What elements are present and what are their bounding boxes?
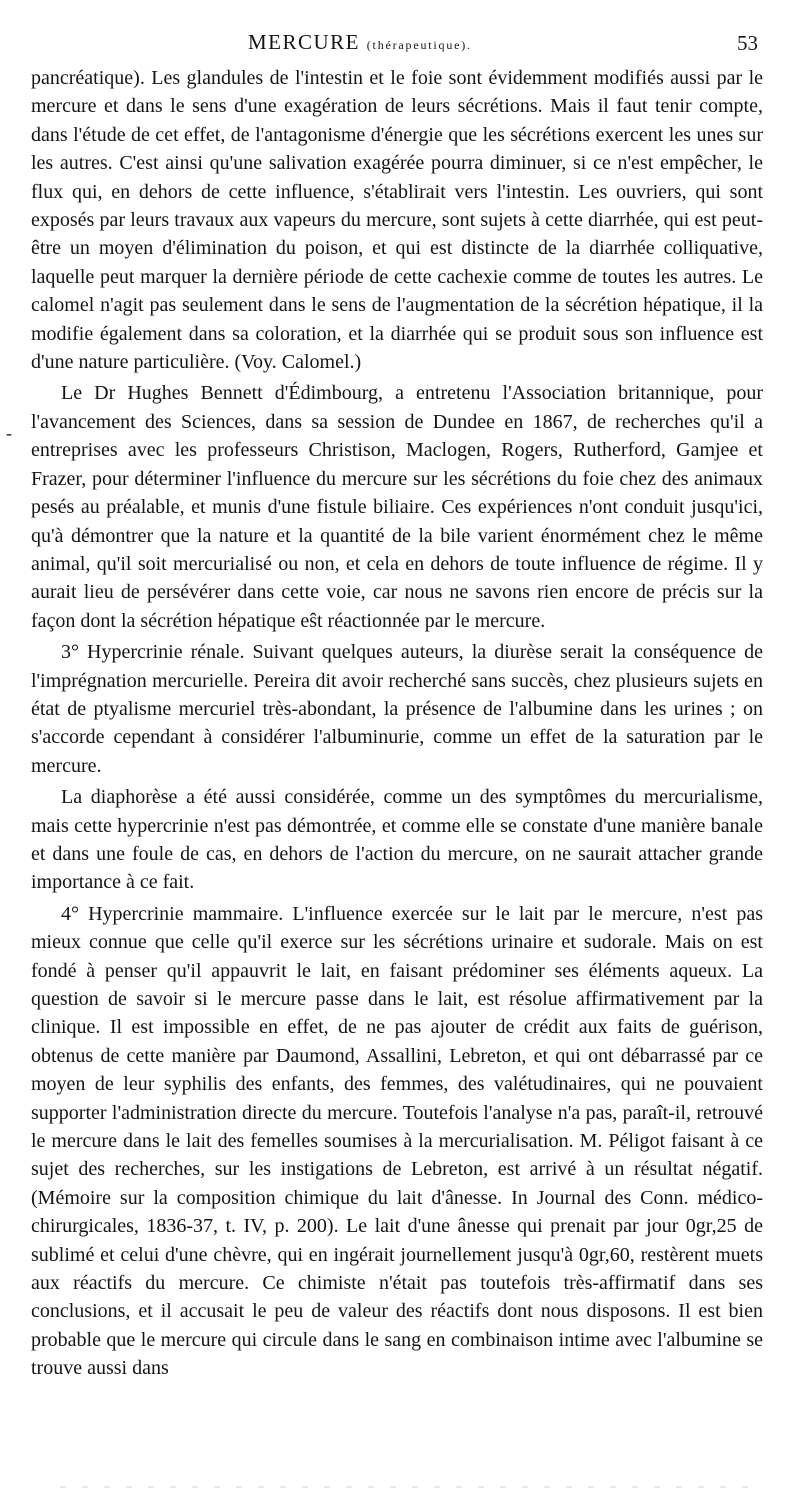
margin-mark: -: [6, 423, 12, 443]
running-head: [0, 30, 800, 60]
page-number: 53: [737, 31, 758, 55]
running-title-sub: (thérapeutique).: [366, 38, 472, 52]
paragraph: Le Dr Hughes Bennett d'Édimbourg, a entretenu l'Association britannique, pour l'avancement des Sciences, dans sa session de Dundee en 1867, de recherches qu'il a entreprises avec les professeurs Christison, Maclogen, Rogers, Rutherford, Gamjee et Frazer, pour déterminer l'influence du mercure sur les sécrétions du foie chez des animaux pesés au préalable, et munis d'une fistule biliaire. Ces expériences n'ont conduit jusqu'ici, qu'à démontrer que la nature et la quantité de la bile varient énormément chez le même animal, qu'il soit mercurialisé ou non, et cela en dehors de toute influence de régime. Il y aurait lieu de persévérer dans cette voie, car nous ne savons rien encore de précis sur la façon dont la sécrétion hépatique eŝt réactionnée par le mercure.: [31, 382, 763, 632]
paragraph: La diaphorèse a été aussi considérée, comme un des symptômes du mercurialisme, mais cette hypercrinie n'est pas démontrée, et comme elle se constate d'une manière banale et dans une foule de cas, en dehors de l'action du mercure, on ne saurait attacher grande importance à ce fait.: [31, 786, 763, 894]
paragraph: 3° Hypercrinie rénale. Suivant quelques auteurs, la diurèse serait la conséquence de l'imprégnation mercurielle. Pereira dit avoir recherché sans succès, chez plusieurs sujets en état de ptyalisme mercuriel très-abondant, la présence de l'albumine dans les urines ; on s'accorde cependant à considérer l'albuminurie, comme un effet de la saturation par le mercure.: [31, 641, 763, 777]
paragraph: 4° Hypercrinie mammaire. L'influence exercée sur le lait par le mercure, n'est pas mieux connue que celle qu'il exerce sur les sécrétions urinaire et sudorale. Mais on est fondé à penser qu'il appauvrit le lait, en faisant prédominer ses éléments aqueux. La question de savoir si le mercure passe dans le lait, est résolue affirmativement par la clinique. Il est impossible en effet, de ne pas ajouter de crédit aux faits de guérison, obtenus de cette manière par Daumond, Assallini, Lebreton, et qui ont débarrassé par ce moyen de leur syphilis des enfants, des femmes, des valétudinaires, qui ne pouvaient supporter l'administration directe du mercure. Toutefois l'analyse n'a pas, paraît-il, retrouvé le mercure dans le lait des femelles soumises à la mercurialisation. M. Péligot faisant à ce sujet des recherches, sur les instigations de Lebreton, est arrivé à un résultat négatif. (Mémoire sur la composition chimique du lait d'ânesse. In Journal des Conn. médico-chirurgicales, 1836-37, t. IV, p. 200). Le lait d'une ânesse qui prenait par jour 0gr,25 de sublimé et celui d'une chèvre, qui en ingérait journellement jusqu'à 0gr,60, restèrent muets aux réactifs du mercure. Ce chimiste n'était pas toutefois très-affirmatif dans ses conclusions, et il accusait le peu de valeur des réactifs dont nous disposons. Il est bien probable que le mercure qui circule dans le sang en combinaison intime avec l'albumine se trouve aussi dans: [31, 902, 763, 1380]
paragraph: pancréatique). Les glandules de l'intestin et le foie sont évidemment modifiés aussi par le mercure et dans le sens d'une exagération de leurs sécrétions. Mais il faut tenir compte, dans l'étude de cet effet, de l'antagonisme d'énergie que les sécrétions exercent les unes sur les autres. C'est ainsi qu'une salivation exagérée pourra diminuer, si ce n'est empêcher, le flux qui, en dehors de cette influence, s'établirait vers l'intestin. Les ouvriers, qui sont exposés par leurs travaux aux vapeurs du mercure, sont sujets à cette diarrhée, qui est peut-être un moyen d'élimination du poison, et qui est distincte de la diarrhée colliquative, laquelle peut marquer la dernière période de cette cachexie comme de toutes les autres. Le calomel n'agit pas seulement dans le sens de l'augmentation de la sécrétion hépatique, il la modifie également dans sa coloration, et la diarrhée qui se produit sous son influence est d'une nature particulière. (Voy. Calomel.): [31, 67, 763, 374]
running-title-main: MERCURE: [248, 30, 361, 54]
running-title: [248, 30, 472, 55]
body-text: [31, 64, 763, 1386]
bleed-through-line: [60, 1486, 760, 1488]
